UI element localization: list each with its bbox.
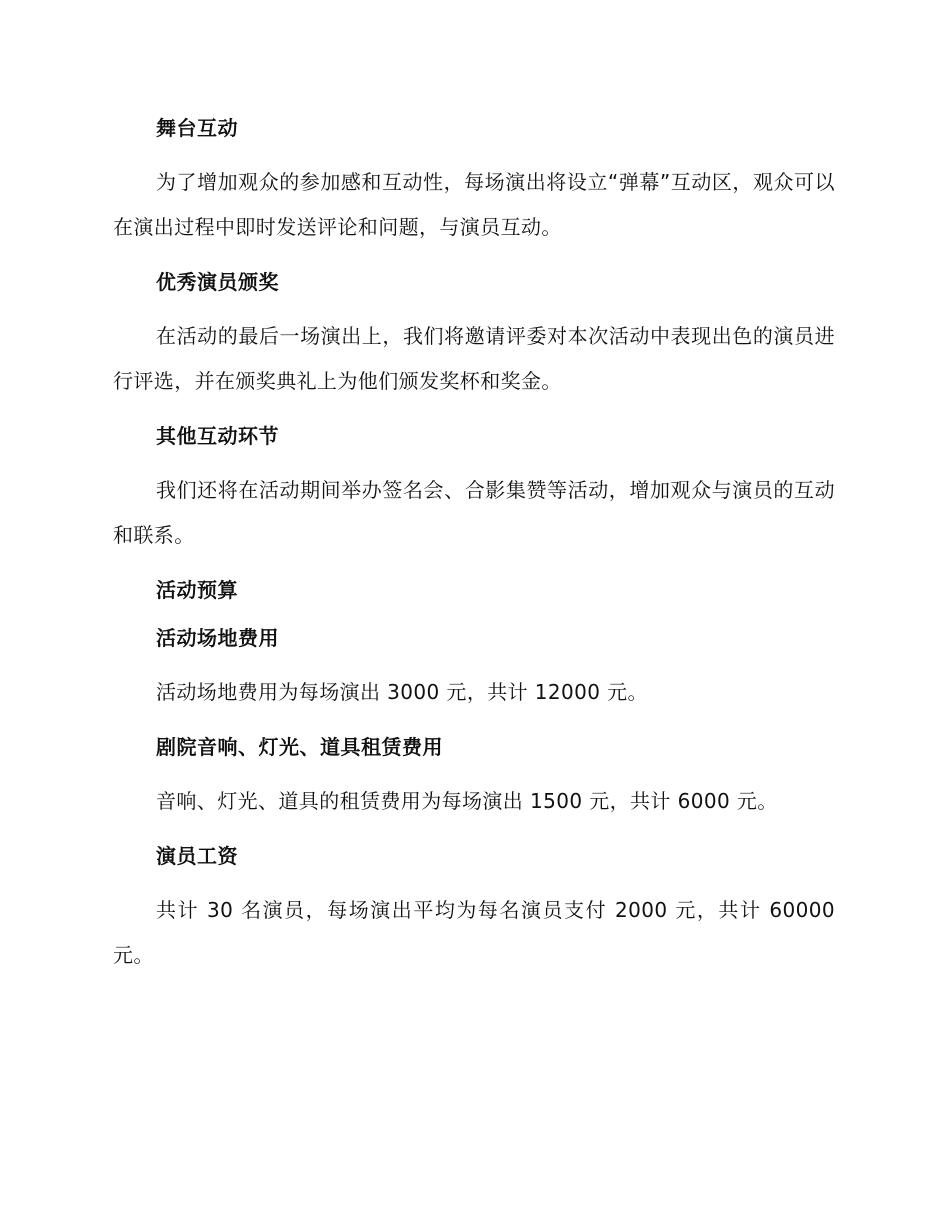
- section-heading-budget: 活动预算: [156, 578, 238, 602]
- section-heading-stage-interaction: 舞台互动: [156, 116, 238, 140]
- section-heading-other-interactions: 其他互动环节: [156, 424, 279, 448]
- section-paragraph-stage-interaction: 为了增加观众的参加感和互动性，每场演出将设立“弹幕”互动区，观众可以在演出过程中即时发送评论和问题，与演员互动。: [113, 170, 835, 239]
- section-heading-venue-fee: 活动场地费用: [156, 626, 279, 650]
- section-paragraph-venue-fee: 活动场地费用为每场演出 3000 元，共计 12000 元。: [156, 680, 648, 704]
- section-paragraph-other-interactions: 我们还将在活动期间举办签名会、合影集赞等活动，增加观众与演员的互动和联系。: [113, 478, 835, 547]
- document-body: [113, 108, 835, 978]
- section-heading-actor-salary: 演员工资: [156, 844, 238, 868]
- section-paragraph-best-actor-award: 在活动的最后一场演出上，我们将邀请评委对本次活动中表现出色的演员进行评选，并在颁奖典礼上为他们颁发奖杯和奖金。: [113, 324, 835, 393]
- section-paragraph-equipment-rental: 音响、灯光、道具的租赁费用为每场演出 1500 元，共计 6000 元。: [156, 789, 778, 813]
- section-heading-best-actor-award: 优秀演员颁奖: [156, 270, 279, 294]
- section-heading-equipment-rental: 剧院音响、灯光、道具租赁费用: [156, 735, 443, 759]
- section-paragraph-actor-salary: 共计 30 名演员，每场演出平均为每名演员支付 2000 元，共计 60000 元。: [113, 898, 835, 967]
